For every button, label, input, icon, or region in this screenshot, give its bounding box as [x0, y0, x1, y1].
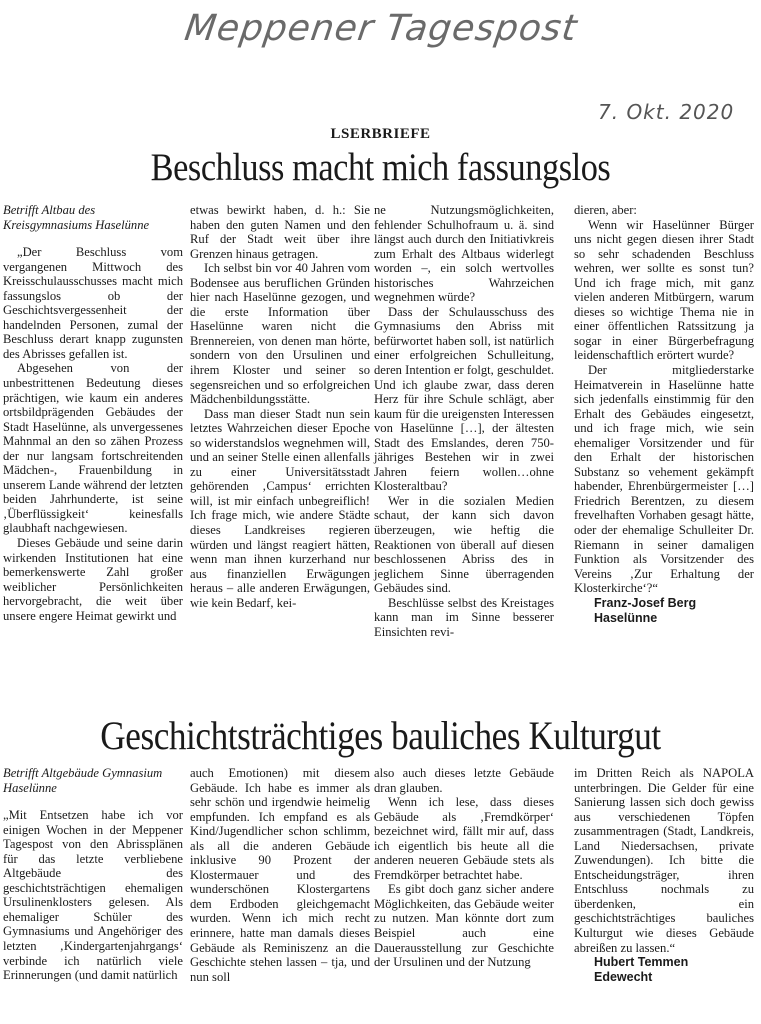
letter-1-column-1 — [3, 203, 183, 623]
paragraph: dieren, aber: — [574, 203, 637, 217]
paragraph: Wenn wir Haselünner Bürger uns nicht gegen diesen ihrer Stadt so sehr schadenden Beschluss wehren, wer sollte es sonst tun? Und ich frage mich, mit ganz vielen anderen Mitbürgern, warum dieses so wichtige Thema nie in einer öffentlichen Ratssitzung ja sogar in einer Bürgerbefragung leidenschaftlich erörtert wurde? — [574, 217, 754, 363]
paragraph: Dass der Schulausschuss des Gymnasiums den Abriss mit befürwortet haben soll, ist natürlich einer erfolgreichen Schulleitung, deren Intention er folgt, geschuldet. Und ich glaube zwar, dass deren Herz für ihre Schule schlägt, aber kaum für die ureigensten Interessen von Haselünne […], der ältesten Stadt des Emslandes, deren 750-jähriges Bestehen wir in zwei Jahren feiern wollen…ohne Klosteraltbau? — [374, 304, 554, 494]
paragraph: Beschlüsse selbst des Kreistages kann man im Sinne besserer Einsichten revi- — [374, 595, 554, 639]
paragraph: Wer in die sozialen Medien schaut, der kann sich davon überzeugen, wie heftig die Reaktionen von überall auf diesen beschlossenen Abriss des in jeglichem Sinne überragenden Gebäudes sind. — [374, 493, 554, 596]
letter-2-column-4 — [574, 766, 754, 985]
paragraph: Abgesehen von der unbestrittenen Bedeutung dieses prächtigen, wie kaum ein anderes ortsbildprägenden Gebäudes der Stadt Haselünne, als unvergessenes Mahnmal an den so zähen Prozess der nur langsam fortschreitenden Mädchen-, Frauenbildung in unserem Lande während der letzten beiden Jahrhunderte, ist seine ‚Überflüssigkeit‘ keinesfalls glaubhaft nachgewiesen. — [3, 361, 183, 536]
letter-1-author-location: Haselünne — [594, 610, 658, 625]
paragraph: auch Emotionen) mit diesem Gebäude. Ich habe es immer als sehr schön und irgendwie heimelig empfunden. Ich empfand es als Kind/Jugendlicher schon schlimm, als all die anderen Gebäude inklusive 90 Prozent der Klostermauer und des wunderschönen Klostergartens dem Erdboden gleichgemacht wurden. Wenn ich mich recht erinnere, hatte man damals dieses Gebäude als Reminiszenz an die Geschichte stehen lassen – tja, und nun soll — [190, 766, 370, 984]
paragraph: „Der Beschluss vom vergangenen Mittwoch des Kreisschulausschusses macht mich fassungslos ob der Geschichtsvergessenheit der handelnden Personen, zumal der Beschluss derart knapp zugunsten des Abrisses gefallen ist. — [3, 245, 183, 361]
letter-2-column-3 — [374, 766, 554, 970]
letter-2-author: Hubert Temmen — [594, 955, 689, 970]
handwritten-newspaper-name: Meppener Tagespost — [182, 8, 580, 49]
headline-letter-2: Geschichtsträchtiges bauliches Kulturgut — [100, 713, 661, 758]
letter-1-column-3 — [374, 203, 554, 639]
section-label: LSERBRIEFE — [330, 126, 431, 142]
headline-letter-1: Beschluss macht mich fassungslos — [150, 146, 611, 189]
paragraph: ne Nutzungsmöglichkeiten, fehlender Schulhofraum u. ä. sind längst auch durch den Initiativkreis zum Erhalt des Altbaus widerlegt worden –, ein solch wertvolles historisches Wahrzeichen wegnehmen würde? — [374, 203, 554, 305]
letter-2-column-1 — [3, 766, 183, 983]
letter-1-author: Franz-Josef Berg — [594, 595, 697, 610]
paragraph: Dieses Gebäude und seine darin wirkenden Institutionen hat eine bemerkenswerte Zahl großer weiblicher Persönlichkeiten hervorgebracht, die weit über unsere engere Heimat gewirkt und — [3, 536, 183, 623]
letter-1-column-2 — [190, 203, 370, 610]
letter-2-author-location: Edewecht — [594, 970, 653, 985]
paragraph: Der mitgliederstarke Heimatverein in Haselünne hatte sich jedenfalls einstimmig für den Erhalt des Gebäudes eingesetzt, und ich frage mich, wie sein ehemaliger Vorsitzender und für den Erhalt der historischen Substanz so vehement gekämpft habender, Ehrenbürgermeister […] Friedrich Berentzen, zu diesem frevelhaften Vorhaben gesagt hätte, oder der ehemalige Schulleiter Dr. Riemann in seiner damaligen Funktion als Vorsitzender des Vereins ‚Zur Erhaltung der Klosterkirche‘?“ — [574, 363, 754, 596]
letter-1-column-4 — [574, 203, 754, 626]
letter-1 — [0, 203, 761, 703]
handwritten-date: 7. Okt. 2020 — [598, 100, 735, 124]
letter-1-subject: Betrifft Altbau des Kreisgymnasiums Haselünne — [3, 203, 150, 232]
paragraph: Wenn ich lese, dass dieses Gebäude als ‚Fremdkörper‘ bezeichnet wird, fällt mir auf, dass ich eigentlich bis heute all die anderen neueren Gebäude stets als Fremdkörper betrachtet habe. — [374, 795, 554, 882]
paragraph: Ich selbst bin vor 40 Jahren vom Bodensee aus beruflichen Gründen hier nach Haselünne gezogen, und die erste Information über Haselünne waren nicht die Brennereien, von denen man hörte, sondern von den Ursulinen und ihrem Kloster und seiner so segensreichen und so erfolgreichen Mädchenbildungsstätte. — [190, 261, 370, 407]
paragraph: im Dritten Reich als NAPOLA unterbringen. Die Gelder für eine Sanierung lassen sich doch gewiss aus verschiedenen Töpfen zusammentragen (Stadt, Landkreis, Land Niedersachsen, private Zuwendungen). Ich bitte die Entscheidungsträger, ihren Entschluss nochmals zu überdenken, ein geschichtsträchtiges bauliches Kulturgut wie dieses Gebäude abreißen zu lassen.“ — [574, 766, 754, 955]
letter-2-subject: Betrifft Altgebäude Gymnasium Haselünne — [3, 766, 163, 795]
letter-2 — [0, 766, 761, 1024]
paragraph: also auch dieses letzte Gebäude dran glauben. — [374, 766, 554, 795]
letter-2-column-2 — [190, 766, 370, 984]
paragraph: etwas bewirkt haben, d. h.: Sie haben den guten Namen und den Ruf der Stadt weit über ihre Grenzen hinaus getragen. — [190, 203, 370, 261]
paragraph: „Mit Entsetzen habe ich vor einigen Wochen in der Meppener Tagespost von den Abrissplänen für das letzte verbliebene Altgebäude des geschichtsträchtigen ehemaligen Ursulinenklosters gelesen. Als ehemaliger Schüler des Gymnasiums und Angehöriger des letzten ‚Kindergartenjahrgangs‘ verbinde ich natürlich viele Erinnerungen (und damit natürlich — [3, 808, 183, 983]
paragraph: Dass man dieser Stadt nun sein letztes Wahrzeichen dieser Epoche so widerstandslos wegnehmen will, und an seiner Stelle einen allenfalls zu einer Universitätsstadt gehörenden ‚Campus‘ errichten will, ist mir einfach unbegreiflich! Ich frage mich, wie andere Städte dieses Landkreises regieren würden und längst reagiert hätten, wenn man ihnen kurzerhand nur aus finanziellen Erwägungen heraus – alle anderen Erwägungen, wie kein Bedarf, kei- — [190, 406, 370, 610]
paragraph: Es gibt doch ganz sicher andere Möglichkeiten, das Gebäude weiter zu nutzen. Man könnte dort zum Beispiel auch eine Dauerausstellung zur Geschichte der Ursulinen und der Nutzung — [374, 882, 554, 970]
